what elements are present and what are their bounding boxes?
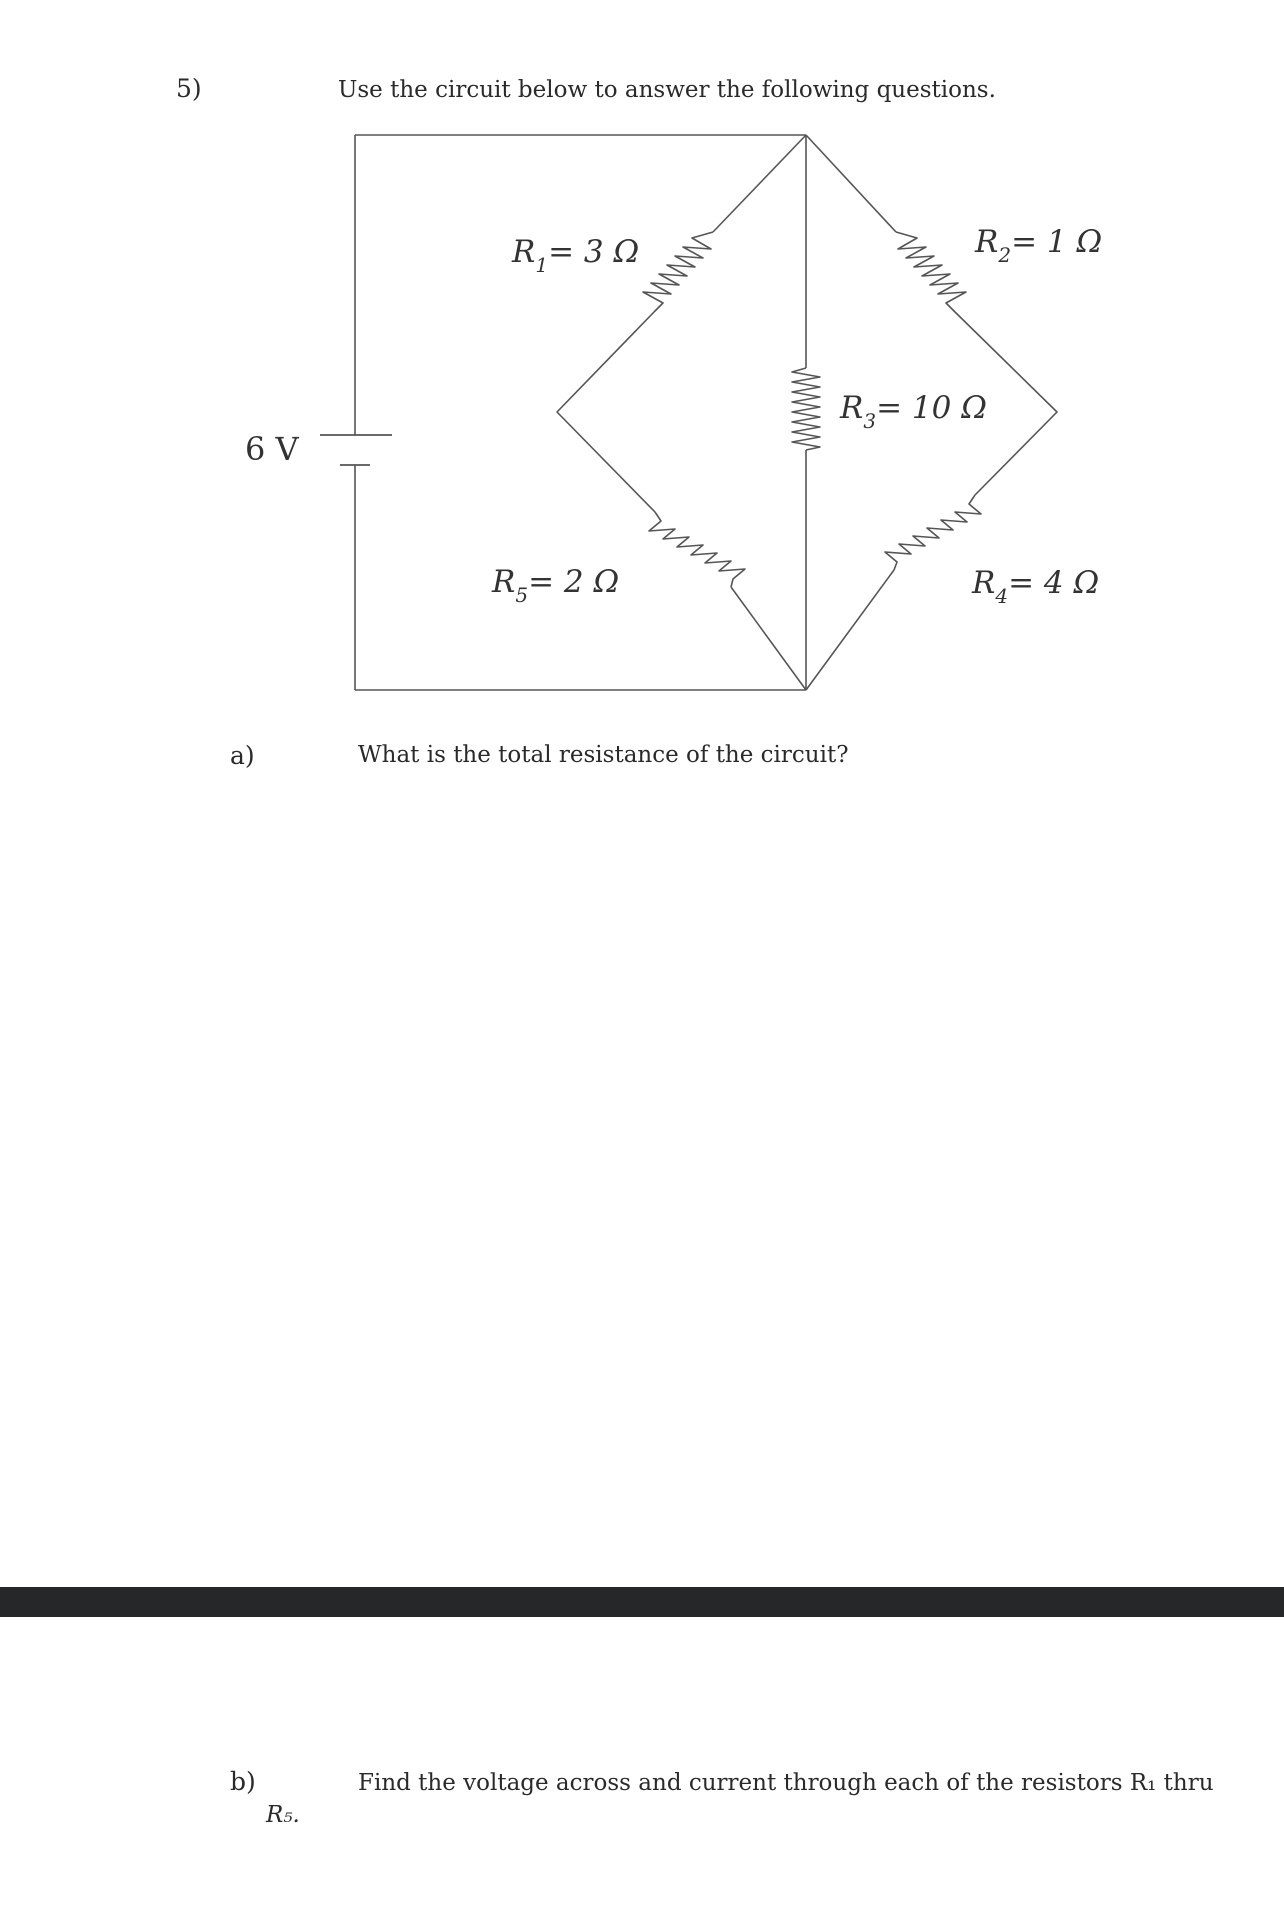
part-b-label: b)	[230, 1767, 256, 1796]
part-a-question: What is the total resistance of the circuit?	[358, 742, 849, 768]
resistor-r3-coil	[792, 368, 820, 450]
part-b-question: Find the voltage across and current through each of the resistors R₁ thru	[358, 1770, 1214, 1796]
wire-r1-top	[713, 135, 806, 232]
wire-r4-bottom	[806, 570, 894, 690]
resistor-r3-label: $R_3= 10$ Ω	[840, 390, 987, 433]
problem-intro: Use the circuit below to answer the following questions.	[338, 77, 996, 103]
resistor-r4-coil	[885, 495, 981, 570]
resistor-r1-label: $R_1= 3$ Ω	[512, 234, 640, 277]
page-divider	[0, 1587, 1284, 1617]
resistor-r2-coil	[896, 232, 966, 312]
resistor-r5-label: $R_5= 2$ Ω	[492, 564, 620, 607]
resistor-r1-coil	[643, 232, 713, 312]
circuit-diagram	[0, 0, 1284, 760]
resistor-r4-label: $R_4= 4$ Ω	[972, 565, 1100, 608]
resistor-r5-coil	[649, 512, 745, 587]
wire-r5-bottom	[731, 587, 806, 690]
part-b-question-continuation: R₅.	[266, 1802, 300, 1828]
wire-r1-left	[557, 312, 655, 512]
resistor-r2-label: $R_2= 1$ Ω	[975, 224, 1103, 267]
wire-r2-top	[806, 135, 896, 232]
battery-label: 6 V	[245, 430, 299, 468]
part-a-label: a)	[230, 741, 255, 770]
problem-number: 5)	[176, 74, 202, 103]
